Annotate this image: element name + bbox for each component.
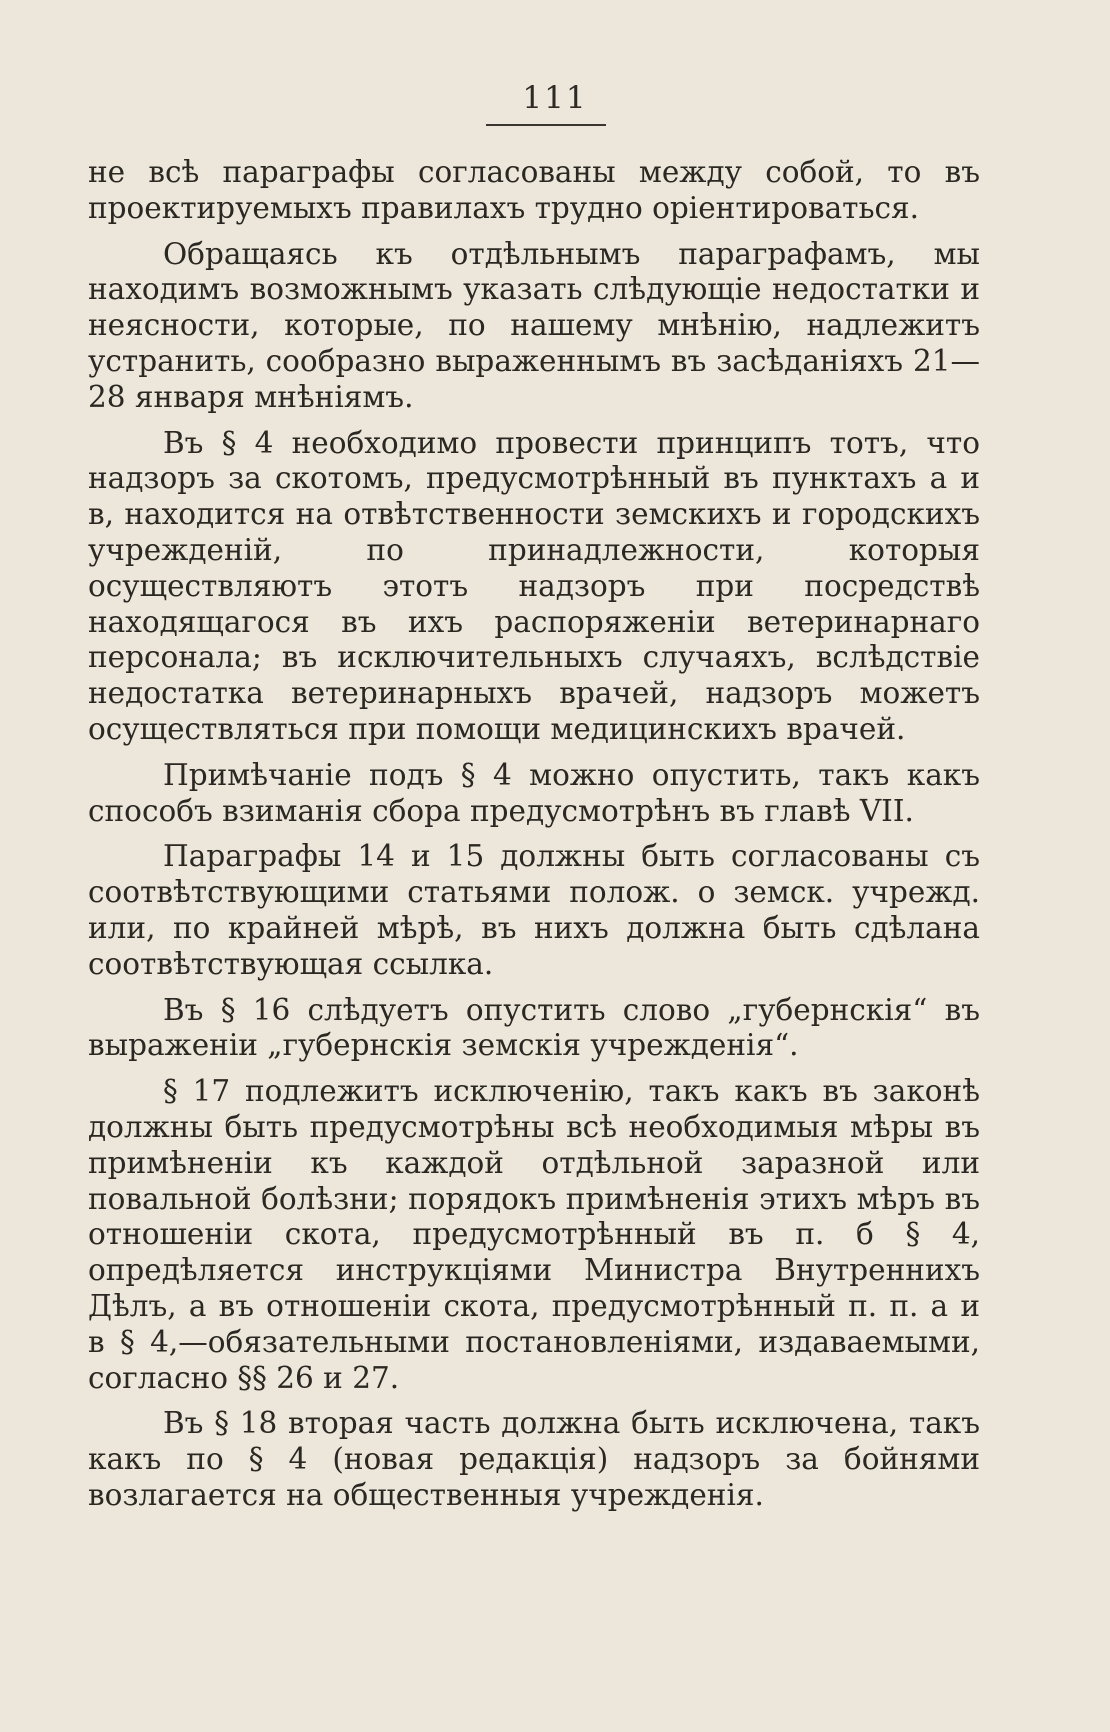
paragraph-1: не всѣ параграфы согласованы между собой, то въ проектируемыхъ правилахъ трудно оріентироваться. [88, 155, 980, 225]
paragraph-3: Въ § 4 необходимо провести принципъ тотъ, что надзоръ за скотомъ, предусмотрѣнный въ пунктахъ а и в, находится на отвѣтственности земскихъ и городскихъ учрежденій, по принадлежности, которыя осуществляютъ этотъ надзоръ при посредствѣ находящагося въ ихъ распоряженіи ветеринарнаго персонала; въ исключительныхъ случаяхъ, вслѣдствіе недостатка ветеринарныхъ врачей, надзоръ можетъ осуществляться при помощи медицинскихъ врачей. [88, 425, 980, 746]
paragraph-8: Въ § 18 вторая часть должна быть исключена, такъ какъ по § 4 (новая редакція) надзоръ за бойнями возлагается на общественныя учрежденія. [88, 1406, 980, 1512]
header-rule [486, 124, 606, 126]
paragraph-7: § 17 подлежитъ исключенію, такъ какъ въ законѣ должны быть предусмотрѣны всѣ необходимыя мѣры въ примѣненіи къ каждой отдѣльной заразной или повальной болѣзни; порядокъ примѣненія этихъ мѣръ въ отношеніи скота, предусмотрѣнный въ п. б § 4, опредѣляется инструкціями Министра Внутреннихъ Дѣлъ, а въ отношеніи скота, предусмотрѣнный п. п. а и в § 4,—обязательными постановленіями, издаваемыми, согласно §§ 26 и 27. [88, 1074, 980, 1395]
paragraph-6: Въ § 16 слѣдуетъ опустить слово „губернскія“ въ выраженіи „губернскія земскія учрежденія“. [88, 992, 980, 1063]
paragraph-4: Примѣчаніе подъ § 4 можно опустить, такъ какъ способъ взиманія сбора предусмотрѣнъ въ главѣ VII. [88, 757, 980, 828]
paragraph-5: Параграфы 14 и 15 должны быть согласованы съ соотвѣтствующими статьями полож. о земск. учрежд. или, по крайней мѣрѣ, въ нихъ должна быть сдѣлана соотвѣтствующая ссылка. [88, 839, 980, 981]
page-number: 111 [522, 80, 588, 116]
body-text [88, 155, 980, 1514]
paragraph-2: Обращаясь къ отдѣльнымъ параграфамъ, мы находимъ возможнымъ указать слѣдующіе недостатки и неясности, которые, по нашему мнѣнію, надлежитъ устранить, сообразно выраженнымъ въ засѣданіяхъ 21—28 января мнѣніямъ. [88, 236, 980, 414]
